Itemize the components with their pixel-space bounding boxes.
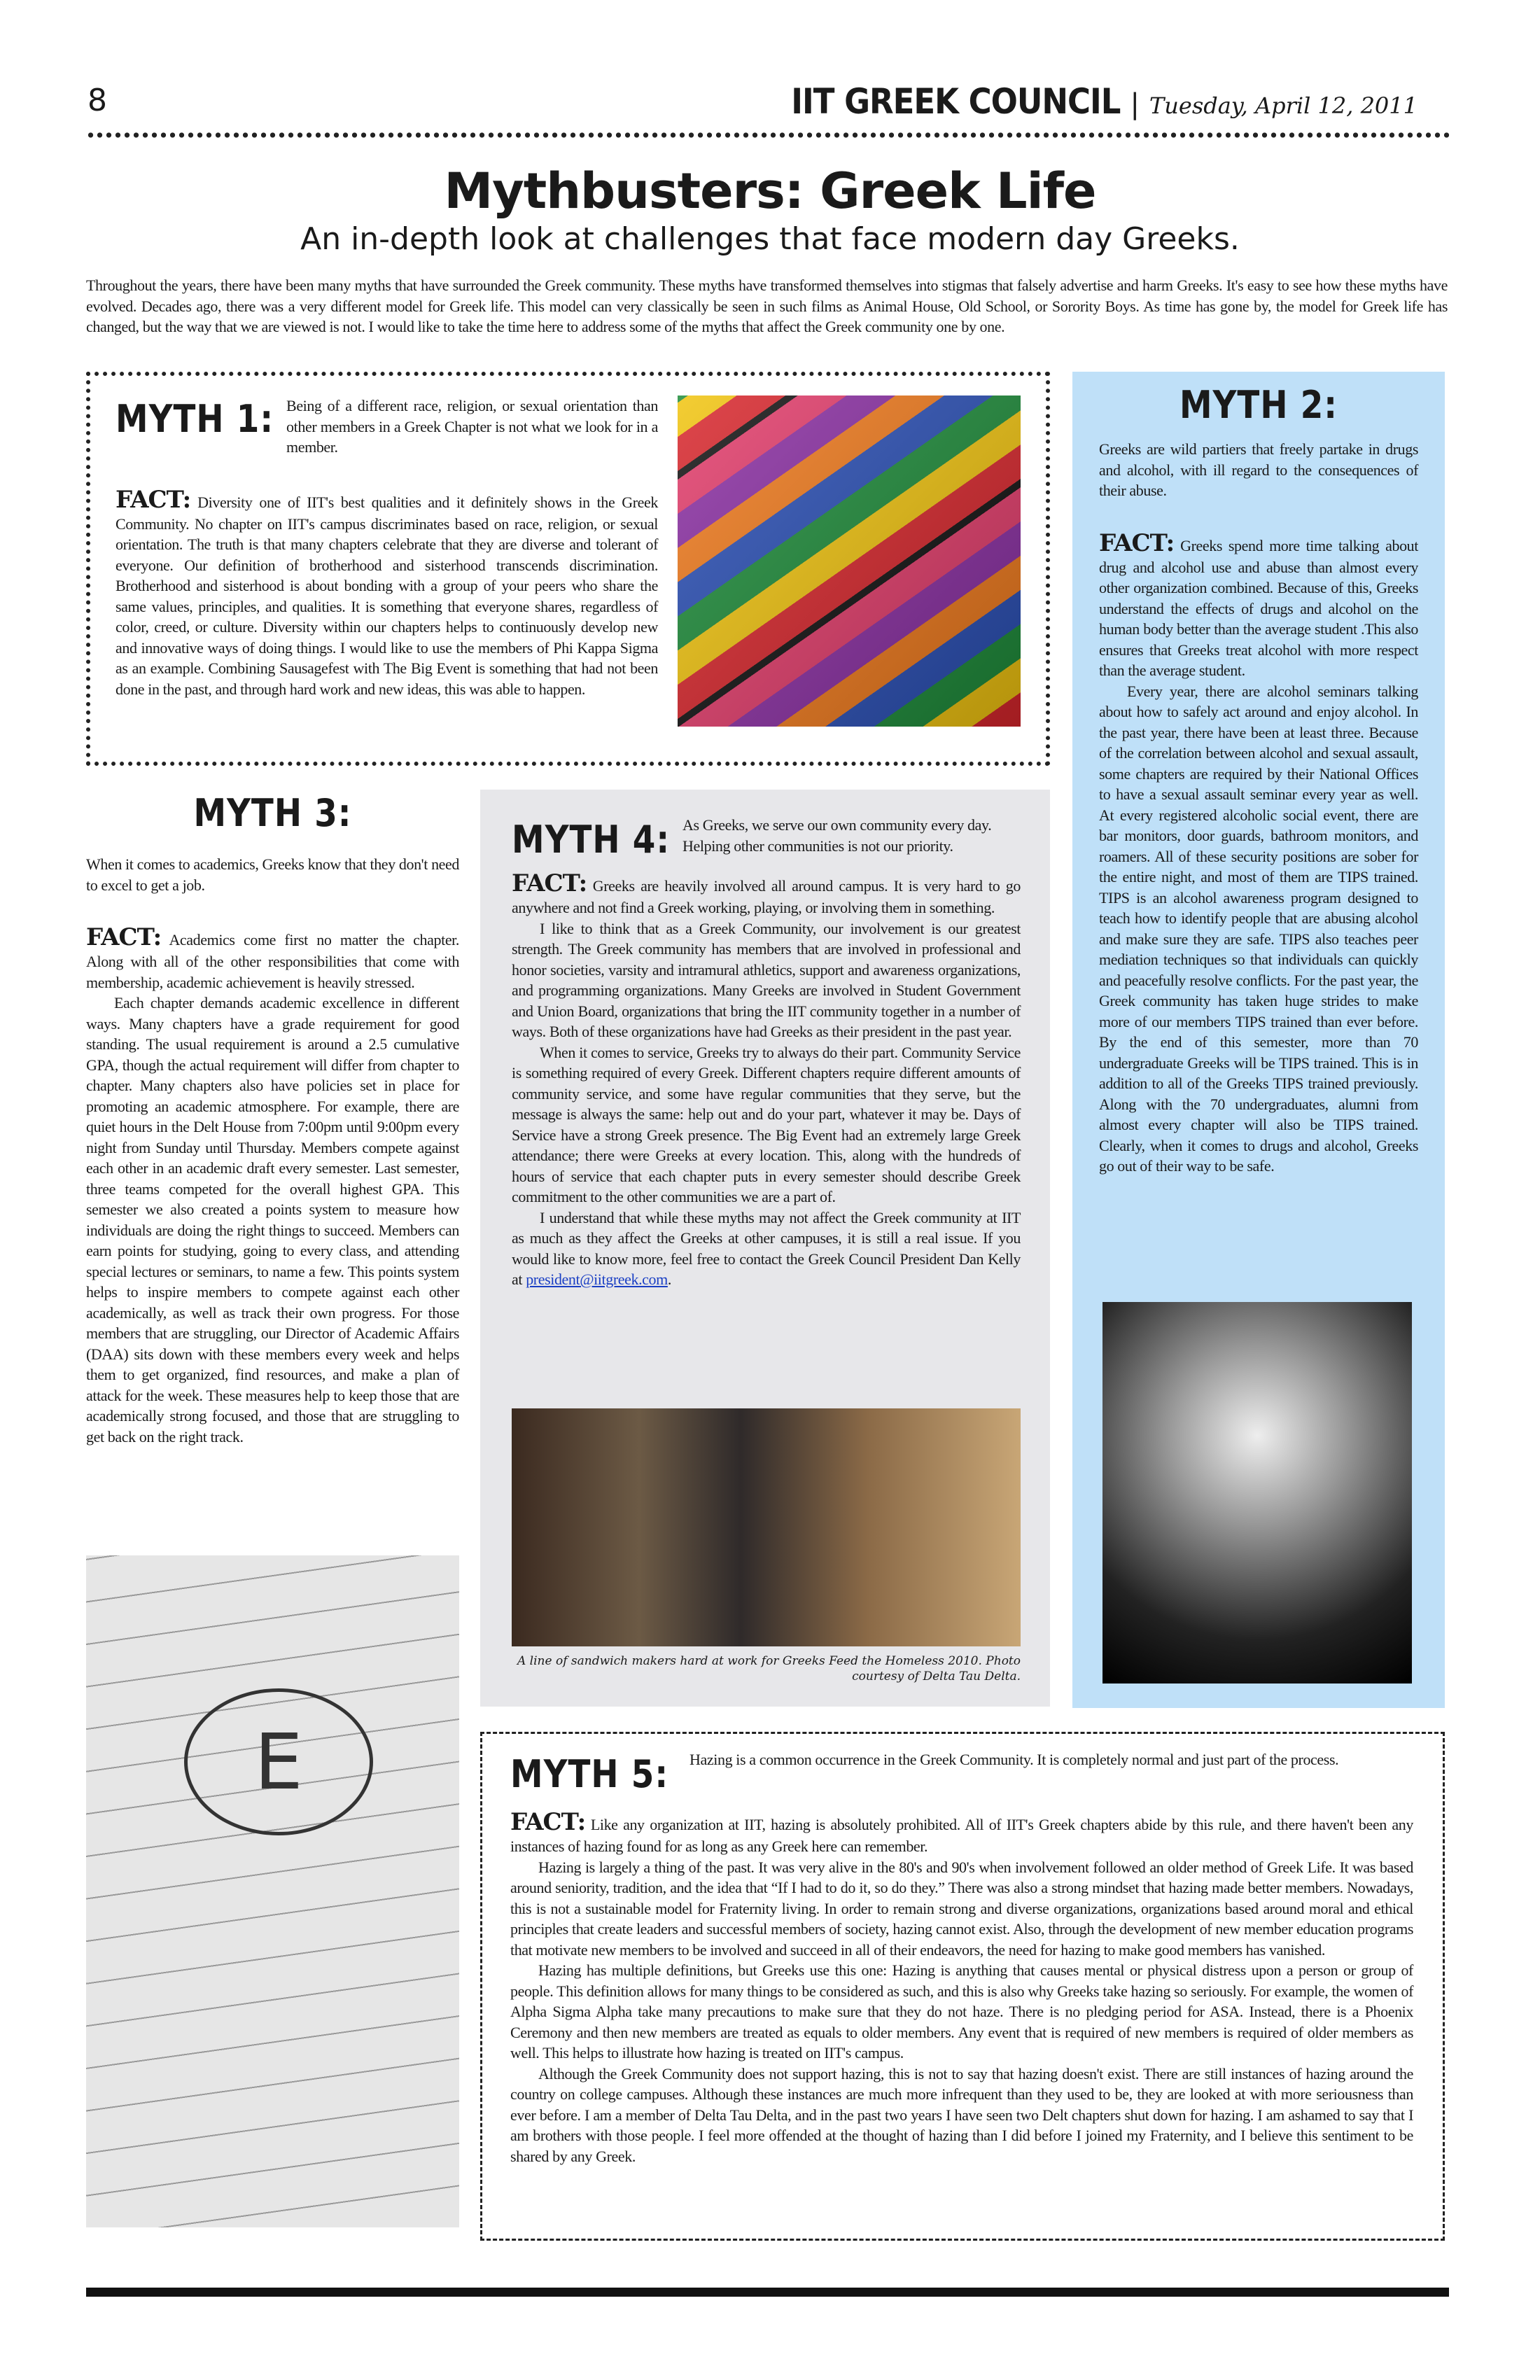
myth1-section: [115, 396, 658, 699]
myth1-statement: Being of a different race, religion, or sexual orientation than other members in a Greek Chapter is not what we look for in a member.: [286, 397, 658, 456]
champagne-toast-photo: [1102, 1302, 1412, 1684]
article-title: Mythbusters: Greek Life: [444, 162, 1096, 220]
myth4-closing: I understand that while these myths may not affect the Greek community at IIT as much as they affect the Greeks at other campuses, it is still a real issue. If you would like to know more, feel free to contact the Greek Council President Dan Kelly at: [512, 1208, 1021, 1288]
president-email-link[interactable]: president@iitgreek.com: [526, 1270, 668, 1288]
myth2-box: [1072, 372, 1445, 1708]
myth4-fact: Greeks are heavily involved all around campus. It is very hard to go anywhere and not find a Greek working, playing, or involving them in something.: [512, 877, 1021, 916]
myth3-statement: When it comes to academics, Greeks know that they don't need to excel to get a job.: [86, 855, 459, 894]
crayons-photo: [678, 396, 1021, 727]
myth2-statement: Greeks are wild partiers that freely partake in drugs and alcohol, with ill regard to the consequences of their abuse.: [1099, 440, 1418, 499]
myth4-statement: As Greeks, we serve our own community every day. Helping other communities is not our priority.: [682, 816, 992, 855]
myth5-paragraph: Hazing has multiple definitions, but Greeks use this one: Hazing is anything that causes mental or physical distress upon a person or group of people. This definition allows for many things to be considered as such, and this is also why Greeks take hazing so seriously. For example, the women of Alpha Sigma Alpha take many precautions to make sure that they do not haze. There is no pledging period for ASA. Instead, there is a Phoenix Ceremony and then new members are treated as equals to older members. Any event that is required of new members is required of older members as well. This helps to illustrate how hazing is treated on IIT's campus.: [510, 1961, 1413, 2062]
fact-label: FACT:: [86, 923, 162, 951]
article-subtitle: An in-depth look at challenges that face modern day Greeks.: [300, 221, 1240, 257]
article-intro: Throughout the years, there have been many myths that have surrounded the Greek community. These myths have transformed themselves into stigmas that falsely advertise and harm Greeks. It's easy to see how these myths have evolved. Decades ago, there was a very different model for Greek life. This model can very classically be seen in such films as Animal House, Old School, or Sorority Boys. As time has gone by, the model for Greek life has changed, but the way that we are viewed is not. I would like to take the time here to address some of the myths that affect the Greek community one by one.: [86, 276, 1448, 335]
header-dotted-divider: [86, 132, 1449, 139]
myth5-paragraph: Although the Greek Community does not support hazing, this is not to say that hazing doesn't exist. There are still instances of hazing around the country on college campuses. Although these instances are much more infrequent than they used to be, they are looked at with more seriousness than ever before. I am a member of Delta Tau Delta, and in the past two years I have seen two Delt chapters shut down for hazing. I am ashamed to say that I am brothers with those people. I feel more offended at the thought of hazing than I did before I joined my Fraternity, and I believe this sentiment to be shared by any Greek.: [510, 2064, 1413, 2165]
myth5-box: [480, 1732, 1445, 2241]
graded-test-photo: [86, 1555, 459, 2227]
sandwich-makers-photo: [512, 1408, 1021, 1646]
myth5-paragraph: Hazing is largely a thing of the past. It was very alive in the 80's and 90's when involvement followed an older method of Greek Life. It was based around seniority, tradition, and the idea that “If I had to do it, so do they.” There was also a strong mindset that hazing made better members. Nowadays, this is not a sustainable model for Fraternity living. In order to remain strong and diverse organizations, organizations based around moral and ethical principles that create leaders and successful members of society, hazing cannot exist. Also, through the development of new member education programs that motivate new members to be involved and succeed in all of their endeavors, the need for hazing to make good members has vanished.: [510, 1858, 1413, 1959]
myth3-section: [86, 792, 459, 1447]
photo-caption: A line of sandwich makers hard at work for Greeks Feed the Homeless 2010. Photo courtesy of Delta Tau Delta.: [517, 1654, 1021, 1684]
myth1-heading: MYTH 1:: [115, 397, 274, 442]
masthead: [791, 81, 1418, 122]
myth4-paragraph: I like to think that as a Greek Community, our involvement is our greatest strength. The Greek community has members that are involved in professional and honor societies, varsity and intramural athletics, support and awareness organizations, and programming organizations. Many Greeks are involved in Student Government and Union Board, organizations that bring the IIT community together in a number of ways. Both of these organizations have had Greeks as their president in the past year.: [512, 919, 1021, 1040]
myth2-heading: MYTH 2:: [1179, 383, 1338, 428]
myth2-fact: Greeks spend more time talking about drug and alcohol use and abuse than almost every other organization combined. Because of this, Greeks understand the effects of drugs and alcohol on the human body better than the average student .This also ensures that Greeks treat alcohol with more respect than the average student.: [1099, 536, 1418, 679]
fact-label: FACT:: [1099, 528, 1175, 557]
myth5-statement: Hazing is a common occurrence in the Greek Community. It is completely normal and just part of the process.: [690, 1751, 1339, 1768]
myth5-fact: Like any organization at IIT, hazing is absolutely prohibited. All of IIT's Greek chapters abide by this rule, and there haven't been any instances of hazing found for as long as any Greek here can remember.: [510, 1816, 1413, 1855]
myth2-paragraph: Every year, there are alcohol seminars talking about how to safely act around and enjoy alcohol. In the past year, there have been at least three. Because of the correlation between alcohol and sexual assault, some chapters are required by their National Offices to have a sexual assault seminar every year as well. At every registered alcoholic social event, there are bar monitors, door guards, bathroom monitors, and roamers. All of these security positions are sober for the entire night, and most of them are TIPS trained. TIPS is an alcohol awareness program designed to teach how to identify people that are abusing alcohol and make sure they are safe. TIPS also teaches peer mediation techniques so that individuals can quickly and peacefully resolve conflicts. For the past year, the Greek community has taken huge strides to make more of our members TIPS trained than ever before. By the end of this semester, more than 70 undergraduate Greeks will be TIPS trained. This is in addition to all of the Greeks TIPS trained previously. Along with the 70 undergraduates, alumni from almost every chapter will also be TIPS trained. Clearly, when it comes to drugs and alcohol, Greeks go out of their way to be safe.: [1099, 682, 1418, 1175]
publication-name: IIT GREEK COUNCIL: [791, 81, 1121, 122]
myth3-heading: MYTH 3:: [193, 791, 352, 836]
myth3-paragraph: Each chapter demands academic excellence in different ways. Many chapters have a grade requirement for good standing. The usual requirement is around a 2.5 cumulative GPA, though the actual requirement will differ from chapter to chapter. Many chapters also have policies set in place for promoting an academic atmosphere. For example, there are quiet hours in the Delt House from 7:00pm until 9:00pm every night from Sunday until Thursday. Members compete against each other in an academic draft every semester. Last semester, three teams competed for the overall highest GPA. This semester we also created a points system to measure how individuals are doing the right things to succeed. Members can earn points for studying, going to every class, and attending special lectures or seminars, to name a few. This points system helps to inspire members to compete against each other academically, as well as track their own progress. For those members that are struggling, our Director of Academic Affairs (DAA) sits down with these members every week and helps them to get organized, find resources, and make a plan of attack for the week. These measures help to keep those that are academically strong focused, and those that are struggling to get back on the right track.: [86, 994, 459, 1446]
myth4-heading: MYTH 4:: [512, 818, 671, 862]
myth4-box: [480, 790, 1050, 1707]
fact-label: FACT:: [115, 485, 191, 514]
footer-rule: [86, 2288, 1449, 2297]
issue-date: Tuesday, April 12, 2011: [1149, 92, 1418, 119]
masthead-separator: |: [1130, 88, 1140, 120]
myth4-paragraph: When it comes to service, Greeks try to always do their part. Community Service is something required of every Greek. Different chapters require different amounts of community service, and some have regular communities that they serve, but the message is always the same: help out and do your part, whatever it may be. Days of Service have a strong Greek presence. The Big Event had an extremely large Greek attendance; there were Greeks at every location. This, along with the hundreds of hours of service that each chapter puts in every semester should describe Greek commitment to the other communities we are a part of.: [512, 1043, 1021, 1205]
myth3-fact: Academics come first no matter the chapter. Along with all of the other responsibilities that come with membership, academic achievement is heavily stressed.: [86, 931, 459, 991]
circled-grade: E: [184, 1688, 373, 1835]
myth5-heading: MYTH 5:: [510, 1752, 669, 1797]
period: .: [667, 1270, 671, 1288]
fact-label: FACT:: [510, 1808, 586, 1836]
myth1-fact: Diversity one of IIT's best qualities and it definitely shows in the Greek Community. No chapter on IIT's campus discriminates based on race, religion, or sexual orientation. The truth is that many chapters celebrate that they are diverse and tolerant of everyone. Our definition of brotherhood and sisterhood transcends discrimination. Brotherhood and sisterhood is about bonding with a group of your peers who share the same values, principles, and qualities. It is something that everyone shares, regardless of color, creed, or culture. Diversity within our chapters helps to continuously develop new and innovative ways of doing things. I would like to use the members of Phi Kappa Sigma as an example. Combining Sausagefest with The Big Event is something that had not been done in the past, and through hard work and new ideas, this was able to happen.: [115, 493, 658, 698]
fact-label: FACT:: [512, 869, 587, 897]
page-number: 8: [88, 83, 107, 118]
